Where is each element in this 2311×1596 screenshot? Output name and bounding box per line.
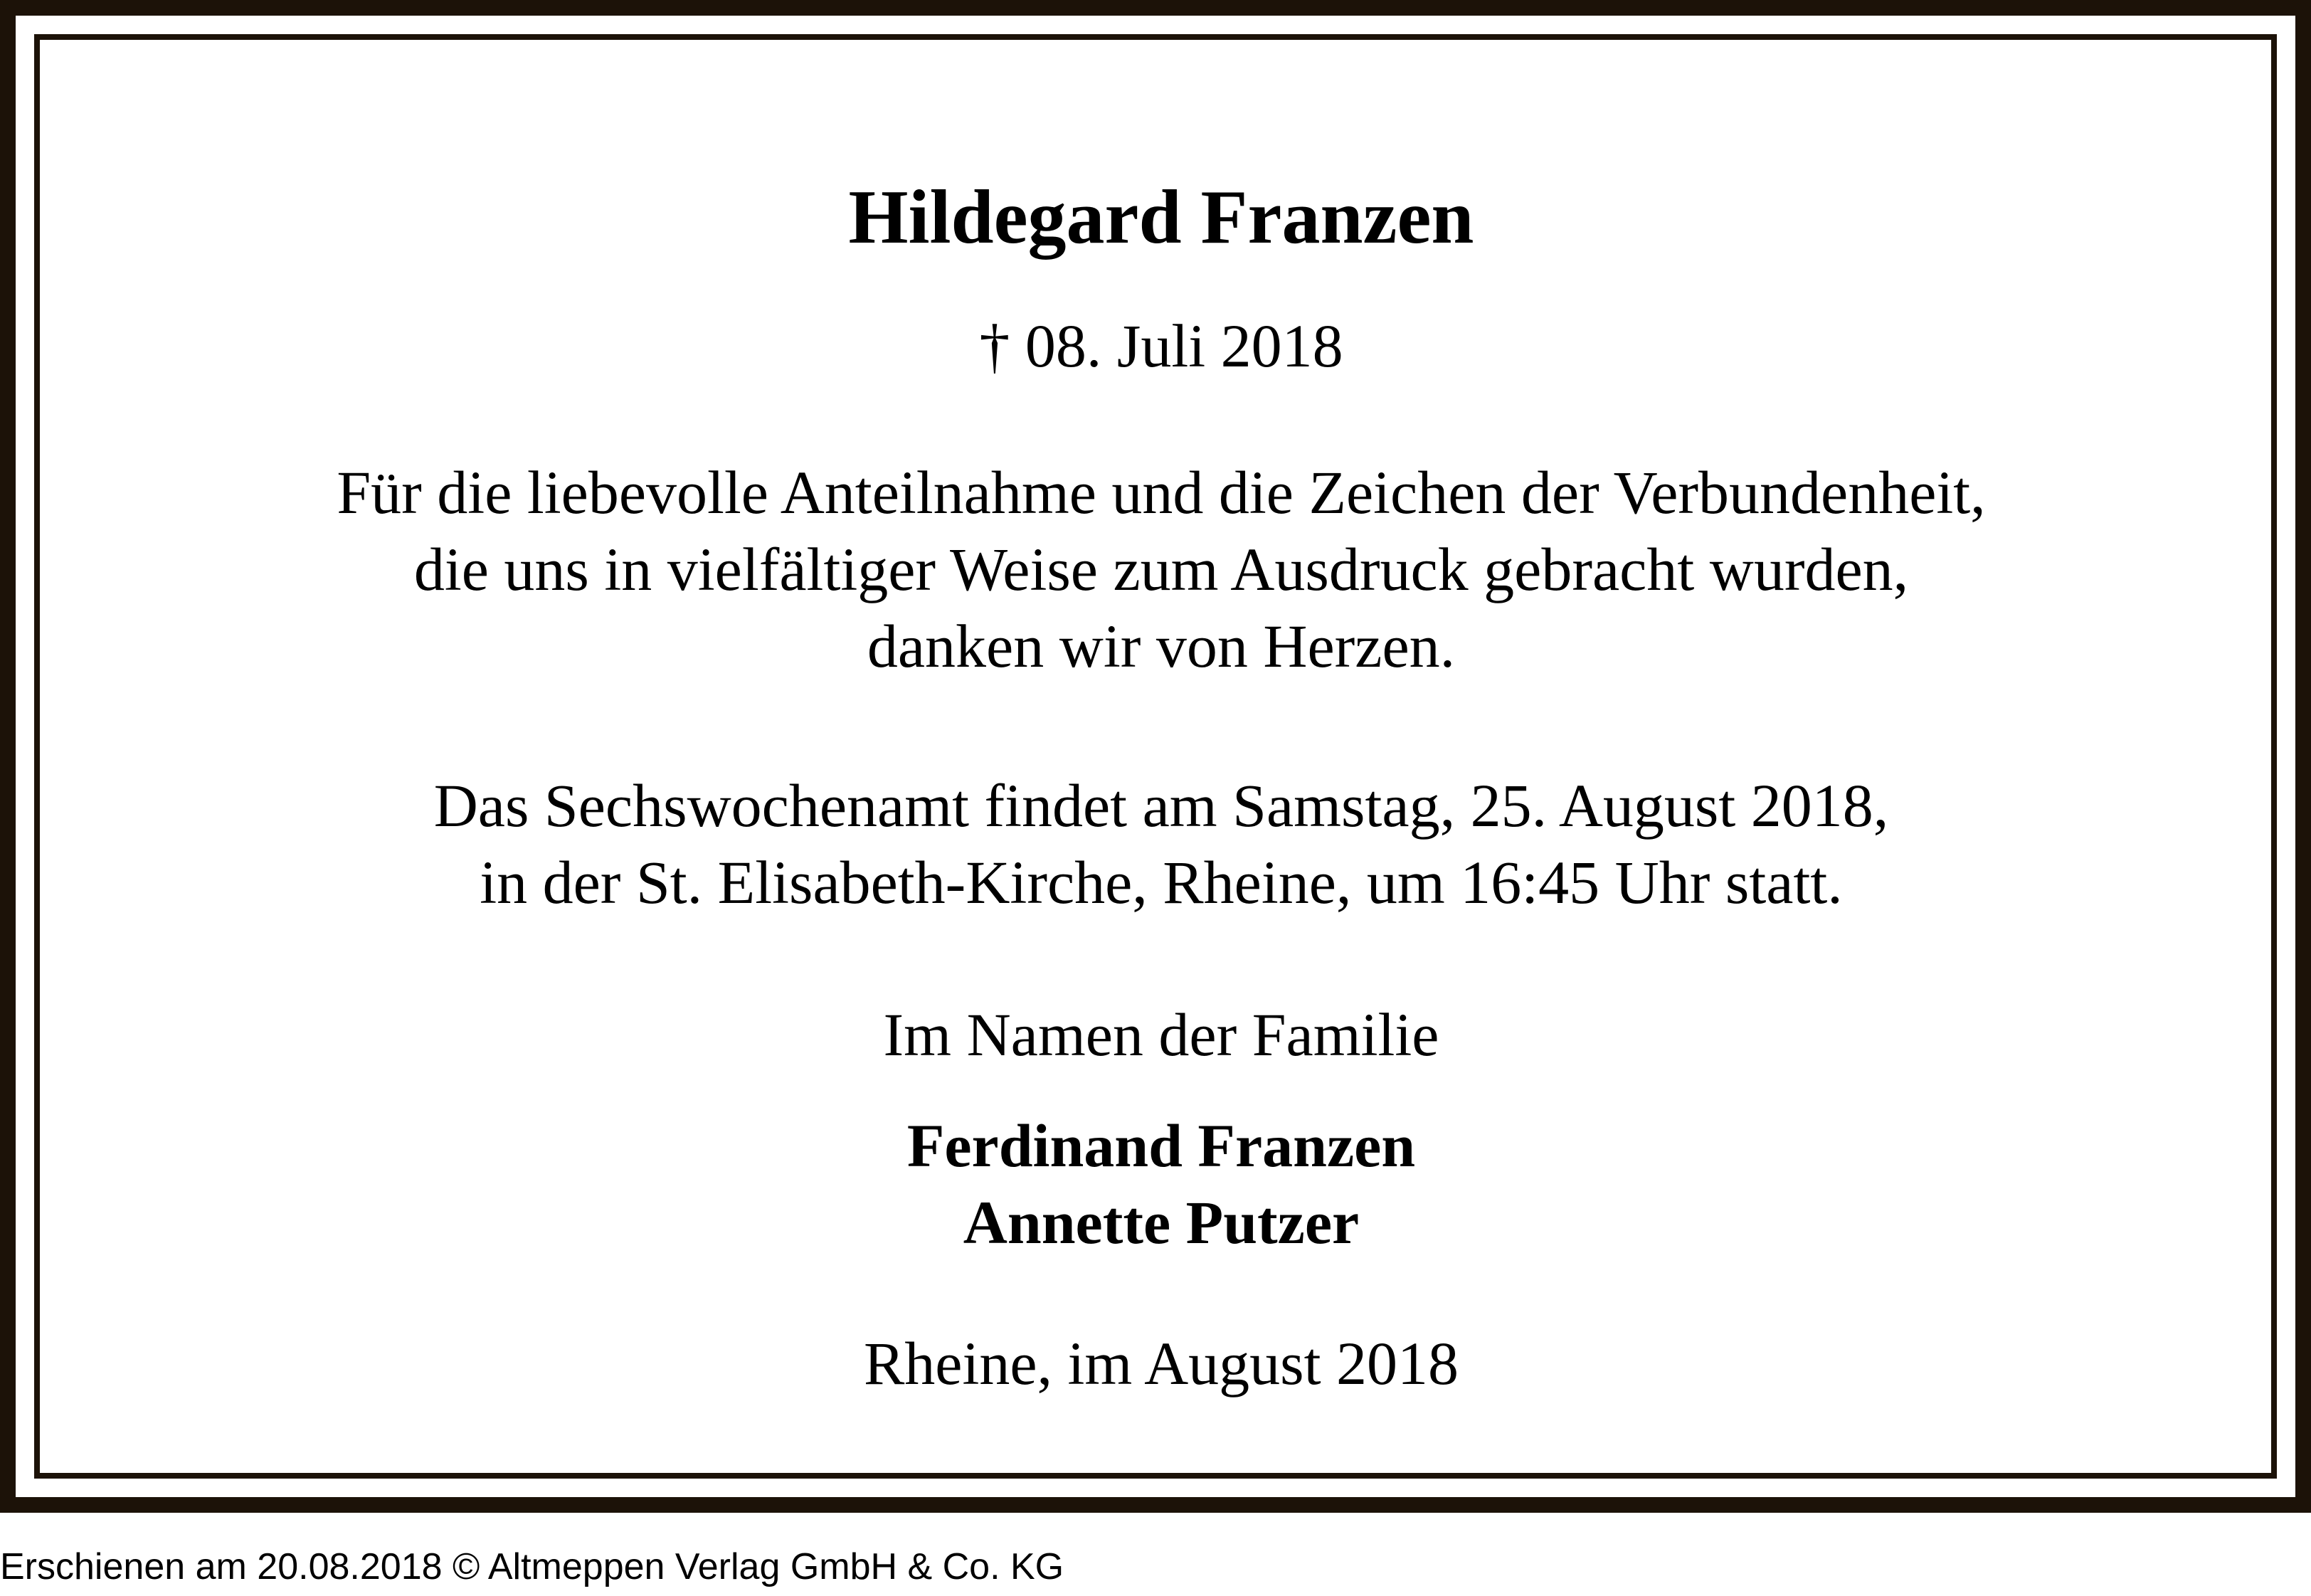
service-line: Das Sechswochenamt findet am Samstag, 25. August 2018, xyxy=(433,771,1889,840)
obituary-notice xyxy=(34,34,2277,1479)
thanks-paragraph xyxy=(40,454,2283,685)
service-paragraph xyxy=(40,767,2283,921)
publication-footer: Erschienen am 20.08.2018 © Altmeppen Verlag GmbH & Co. KG xyxy=(0,1546,1064,1587)
death-date: † 08. Juli 2018 xyxy=(979,312,1343,380)
signers-block xyxy=(40,1107,2283,1261)
thanks-line: danken wir von Herzen. xyxy=(867,612,1456,680)
deceased-name: Hildegard Franzen xyxy=(848,175,1474,260)
thanks-line: Für die liebevolle Anteilnahme und die Zeichen der Verbundenheit, xyxy=(337,458,1986,527)
signer-name: Annette Putzer xyxy=(963,1188,1360,1257)
signer-name: Ferdinand Franzen xyxy=(906,1111,1416,1180)
family-intro: Im Namen der Familie xyxy=(883,1000,1439,1069)
thanks-line: die uns in vielfältiger Weise zum Ausdruck gebracht wurden, xyxy=(413,535,1909,603)
place-date: Rheine, im August 2018 xyxy=(863,1329,1459,1397)
service-line: in der St. Elisabeth-Kirche, Rheine, um 16:45 Uhr statt. xyxy=(480,848,1843,916)
